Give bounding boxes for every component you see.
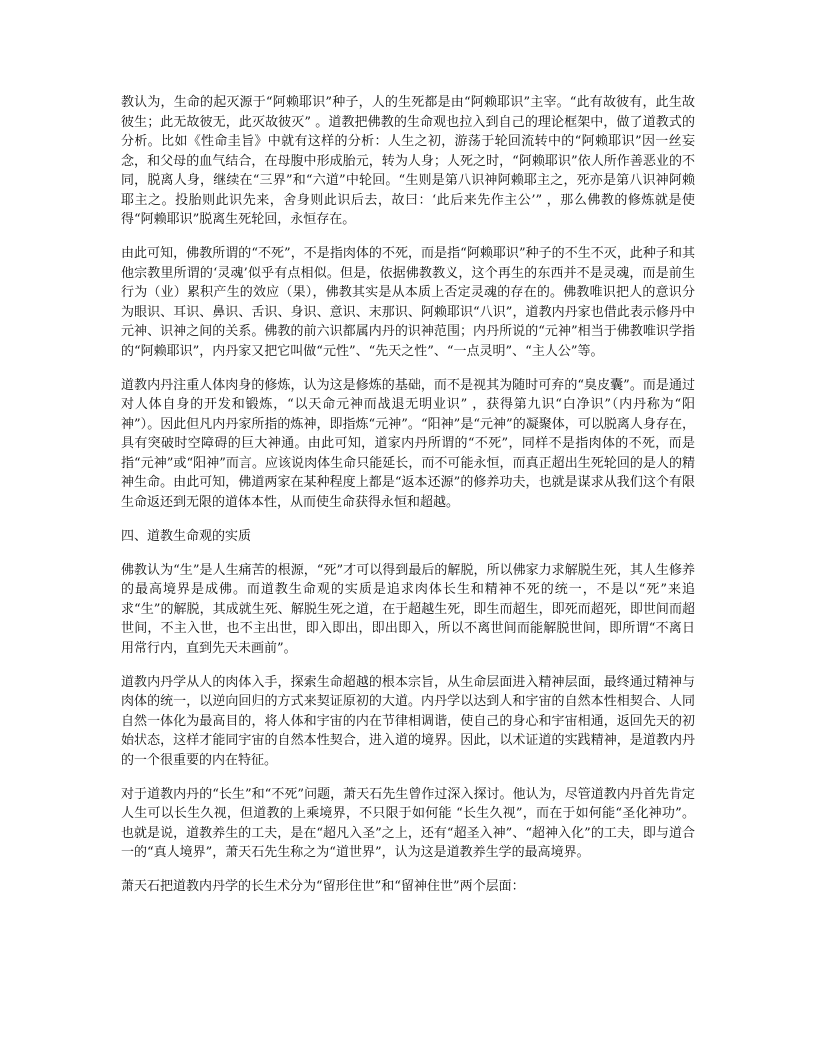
paragraph-neidan-method: 道教内丹学从人的肉体入手，探索生命超越的根本宗旨，从生命层面进入精神层面，最终通过精神与肉体的统一，以逆向回归的方式来契证原初的大道。内丹学以达到人和宇宙的自然本性相契合、人同自然一体化为最高目的，将人体和宇宙的内在节律相调谐，使自己的身心和宇宙相通，返回先天的初始状态，这样才能同宇宙的自然本性契合，进入道的境界。因此，以术证道的实践精神，是道教内丹的一个很重要的内在特征。 [121, 674, 695, 768]
section-heading: 四、道教生命观的实质 [121, 528, 252, 544]
paragraph-buddhist-alaya: 教认为，生命的起灭源于“阿赖耶识”种子，人的生死都是由“阿赖耶识”主宰。“此有故彼有，此生故彼生；此无故彼无，此灭故彼灭” 。道教把佛教的生命观也拉入到自己的理论框架中，做了道教式的分析。比如《性命圭旨》中就有这样的分析：人生之初，游荡于轮回流转中的“阿赖耶识”因一丝妄念，和父母的血气结合，在母腹中形成胎元，转为人身；人死之时，“阿赖耶识”依人所作善恶业的不同，脱离人身，继续在“三界”和“六道”中轮回。“生则是第八识神阿赖耶主之，死亦是第八识神阿赖耶主之。投胎则此识先来，舍身则此识后去，故曰：‘此后来先作主公’” ，那么佛教的修炼就是使得“阿赖耶识”脱离生死轮回，永恒存在。 [121, 95, 695, 227]
paragraph-xiao-tianshi-view: 对于道教内丹的“长生”和“不死”问题，萧天石先生曾作过深入探讨。他认为，尽管道教内丹首先肯定人生可以长生久视，但道教的上乘境界，不只限于如何能 “长生久视”，而在于如何能“圣化神功”。也就是说，道教养生的工夫，是在“超凡入圣”之上，还有“超圣入神”、“超神入化”的工夫，即与道合一的“真人境界”，萧天石先生称之为“道世界”，认为这是道教养生学的最高境界。 [121, 786, 695, 860]
paragraph-taoist-life-essence: 佛教认为“生”是人生痛苦的根源，“死”才可以得到最后的解脱，所以佛家力求解脱生死，其人生修养的最高境界是成佛。而道教生命观的实质是追求肉体长生和精神不死的统一，不是以“死”来追求“生”的解脱，其成就生死、解脱生死之道，在于超越生死，即生而超生，即死而超死，即世间而超世间，不主入世，也不主出世，即入即出，即出即入，所以不离世间而能解脱世间，即所谓“不离日用常行内，直到先天未画前”。 [121, 562, 695, 656]
paragraph-longevity-levels: 萧天石把道教内丹学的长生术分为“留形住世”和“留神住世”两个层面： [121, 879, 525, 894]
document-page [121, 93, 695, 911]
paragraph-neidan-body-cultivation: 道教内丹注重人体肉身的修炼，认为这是修炼的基础，而不是视其为随时可弃的“臭皮囊”。而是通过对人体自身的开发和锻炼，“以天命元神而战退无明业识” ，获得第九识“白净识”（内丹称为“阳神”）。因此但凡内丹家所指的炼神，即指炼“元神”。“阳神”是“元神”的凝聚体，可以脱离人身存在，具有突破时空障碍的巨大神通。由此可知，道家内丹所谓的“不死”，同样不是指肉体的不死，而是指“元神”或“阳神”而言。应该说肉体生命只能延长，而不可能永恒，而真正超出生死轮回的是人的精神生命。由此可知，佛道两家在某种程度上都是“返本还源”的修养功夫，也就是谋求从我们这个有限生命返还到无限的道体本性，从而使生命获得永恒和超越。 [121, 377, 695, 510]
paragraph-buddhist-immortality: 由此可知，佛教所谓的“不死”，不是指肉体的不死，而是指“阿赖耶识”种子的不生不灭，此种子和其他宗教里所谓的‘灵魂’似乎有点相似。但是，依据佛教教义，这个再生的东西并不是灵魂，而是前生行为（业）累积产生的效应（果），佛教其实是从本质上否定灵魂的存在的。佛教唯识把人的意识分为眼识、耳识、鼻识、舌识、身识、意识、末那识、阿赖耶识“八识”，道教内丹家也借此表示修丹中元神、识神之间的关系。佛教的前六识都属内丹的识神范围；内丹所说的“元神”相当于佛教唯识学指的“阿赖耶识”，内丹家又把它叫做“元性”、“先天之性”、“一点灵明”、“主人公”等。 [121, 246, 695, 359]
